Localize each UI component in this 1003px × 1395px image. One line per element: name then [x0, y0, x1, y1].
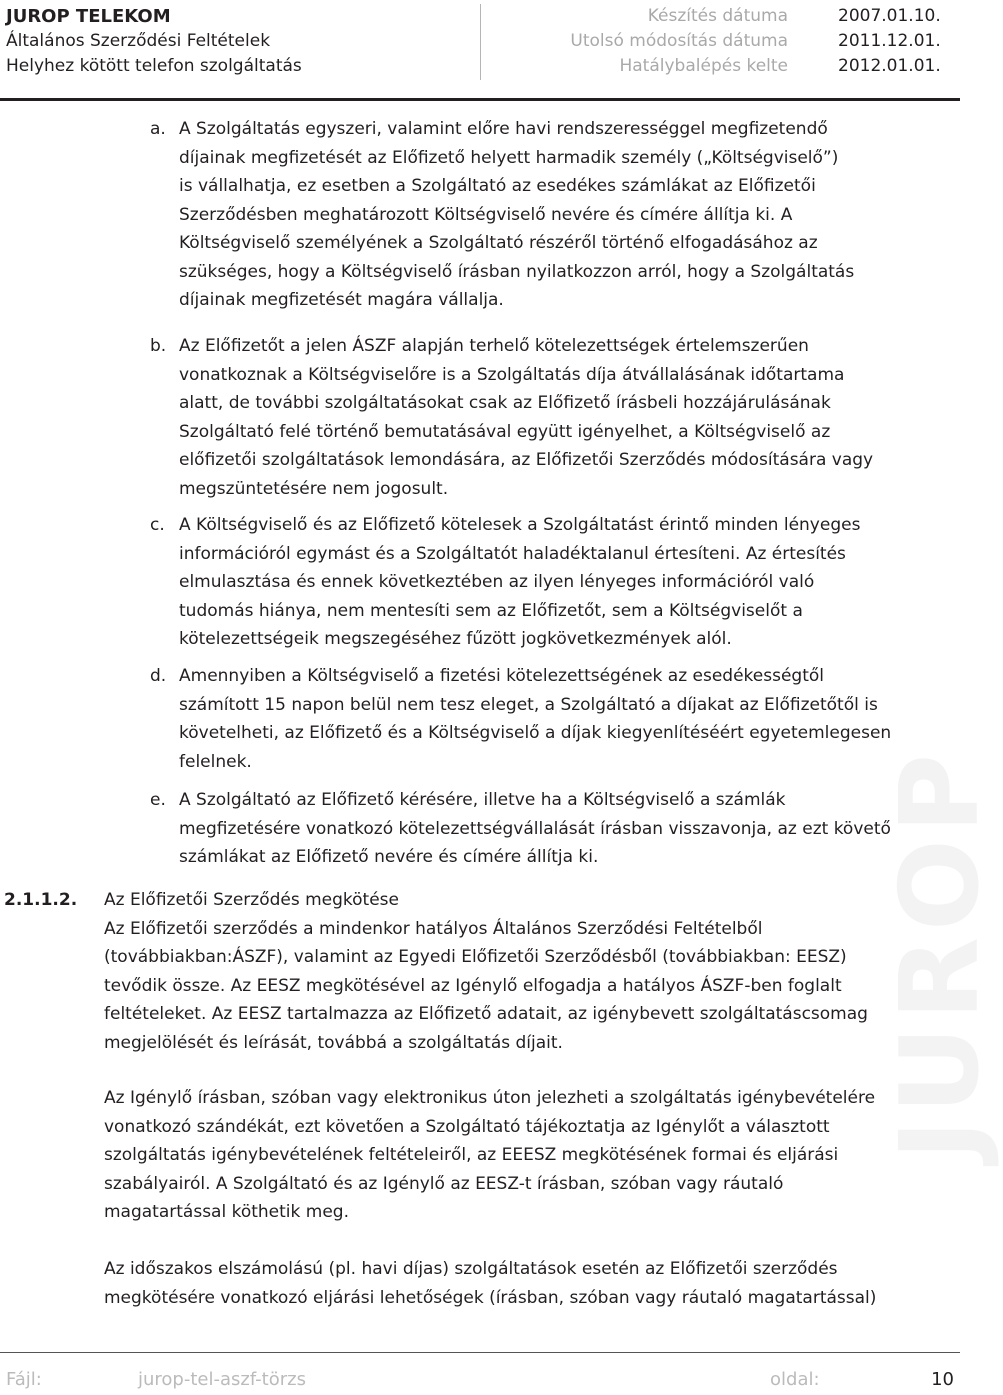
section-paragraph: Az Igénylő írásban, szóban vagy elektronikus úton jelezheti a szolgáltatás igénybevételére vonatkozó szándékát, ezt követően a Szolgáltató tájékoztatja az Igénylőt a választott szolgáltatás igénybevételének feltételeiről, az EEESZ megkötésének formai és eljárási szabályairól. A Szolgáltató és az Igénylő az EESZ-t írásban, szóban vagy ráutaló magatartással köthetik meg.	[104, 1088, 876, 1222]
list-item	[150, 786, 958, 872]
file-label: Fájl:	[6, 1369, 42, 1390]
document-subtitle: Helyhez kötött telefon szolgáltatás	[6, 56, 302, 76]
meta-label: Hatálybalépés kelte	[619, 56, 788, 76]
list-item-text: A Szolgáltatás egyszeri, valamint előre havi rendszerességgel megfizetendő díjainak megfizetését az Előfizető helyett harmadik személy („Költségviselő”) is vállalhatja, ez esetben a Szolgáltató az esedékes számlákat az Előfizetői Szerződésben meghatározott Költségviselő nevére és címére állítja ki. A Költségviselő személyének a Szolgáltató részéről történő elfogadásához az szükséges, hogy a Költségviselő írásban nyilatkozzon arról, hogy a Szolgáltatás díjainak megfizetését magára vállalja.	[179, 119, 855, 310]
meta-value: 2011.12.01.	[838, 31, 941, 51]
header-rule	[0, 98, 960, 101]
page-header	[0, 0, 960, 100]
list-letter: d.	[150, 666, 167, 686]
list-item	[150, 511, 958, 654]
header-meta	[528, 4, 954, 79]
watermark: JUROP	[878, 747, 1003, 1160]
meta-row-effective	[528, 54, 954, 79]
meta-value: 2007.01.10.	[838, 6, 941, 26]
header-divider	[480, 4, 481, 80]
list-letter: a.	[150, 119, 166, 139]
page-footer	[0, 1352, 960, 1395]
page-label: oldal:	[770, 1369, 820, 1390]
list-item-text: Az Előfizetőt a jelen ÁSZF alapján terhelő kötelezettségek értelemszerűen vonatkoznak a Költségviselőre is a Szolgáltatás díja átvállalásának időtartama alatt, de további szolgáltatásokat csak az Előfizető írásbeli hozzájárulásának Szolgáltató felé történő bemutatásával együtt igényelhet, a Költségviselő az előfizetői szolgáltatások lemondására, az Előfizetői Szerződés módosítására vagy megszüntetésére nem jogosult.	[179, 336, 874, 499]
page-number: 10	[931, 1369, 954, 1390]
meta-row-created	[528, 4, 954, 29]
section-number: 2.1.1.2.	[4, 890, 78, 910]
list-item	[150, 115, 958, 315]
list-item-text: Amennyiben a Költségviselő a fizetési kötelezettségének az esedékességtől számított 15 napon belül nem tesz eleget, a Szolgáltató a díjakat az Előfizetőtől is követelheti, az Előfizető és a Költségviselő a díjak kiegyenlítéséért egyetemlegesen felelnek.	[179, 666, 892, 772]
meta-label: Készítés dátuma	[647, 6, 788, 26]
document-title: Általános Szerződési Feltételek	[6, 31, 271, 51]
company-name: JUROP TELEKOM	[6, 6, 171, 27]
list-letter: e.	[150, 790, 166, 810]
section-paragraph: Az időszakos elszámolású (pl. havi díjas) szolgáltatások esetén az Előfizetői szerződés megkötésére vonatkozó eljárási lehetőségek (írásban, szóban vagy ráutaló magatartással)	[104, 1259, 877, 1308]
list-letter: b.	[150, 336, 167, 356]
meta-label: Utolsó módosítás dátuma	[570, 31, 788, 51]
section-paragraph: Az Előfizetői Szerződés megkötése Az Előfizetői szerződés a mindenkor hatályos Általános Szerződési Feltételből (továbbiakban:ÁSZF), valamint az Egyedi Előfizetői Szerződésből (továbbiakban: EESZ) tevődik össze. Az EESZ megkötésével az Igénylő elfogadja a hatályos ÁSZF-ben foglalt feltételeket. Az EESZ tartalmazza az Előfizető adatait, az igénybevett szolgáltatáscsomag megjelölését és leírását, továbbá a szolgáltatás díjait.	[104, 890, 868, 1053]
list-letter: c.	[150, 515, 165, 535]
footer-rule	[0, 1352, 960, 1353]
list-item	[150, 332, 958, 503]
meta-value: 2012.01.01.	[838, 56, 941, 76]
file-name: jurop-tel-aszf-törzs	[138, 1369, 306, 1390]
list-item-text: A Szolgáltató az Előfizető kérésére, illetve ha a Költségviselő a számlák megfizetésére vonatkozó kötelezettségvállalását írásban visszavonja, az ezt követő számlákat az Előfizető nevére és címére állítja ki.	[179, 790, 891, 867]
header-left	[6, 4, 302, 79]
list-item	[150, 662, 958, 776]
meta-row-modified	[528, 29, 954, 54]
list-item-text: A Költségviselő és az Előfizető kötelesek a Szolgáltatást érintő minden lényeges információról egymást és a Szolgáltatót haladéktalanul értesíteni. Az értesítés elmulasztása és ennek következtében az ilyen lényeges információról való tudomás hiánya, nem mentesíti sem az Előfizetőt, sem a Költségviselőt a kötelezettségeik megszegéséhez fűzött jogkövetkezmények alól.	[179, 515, 861, 649]
